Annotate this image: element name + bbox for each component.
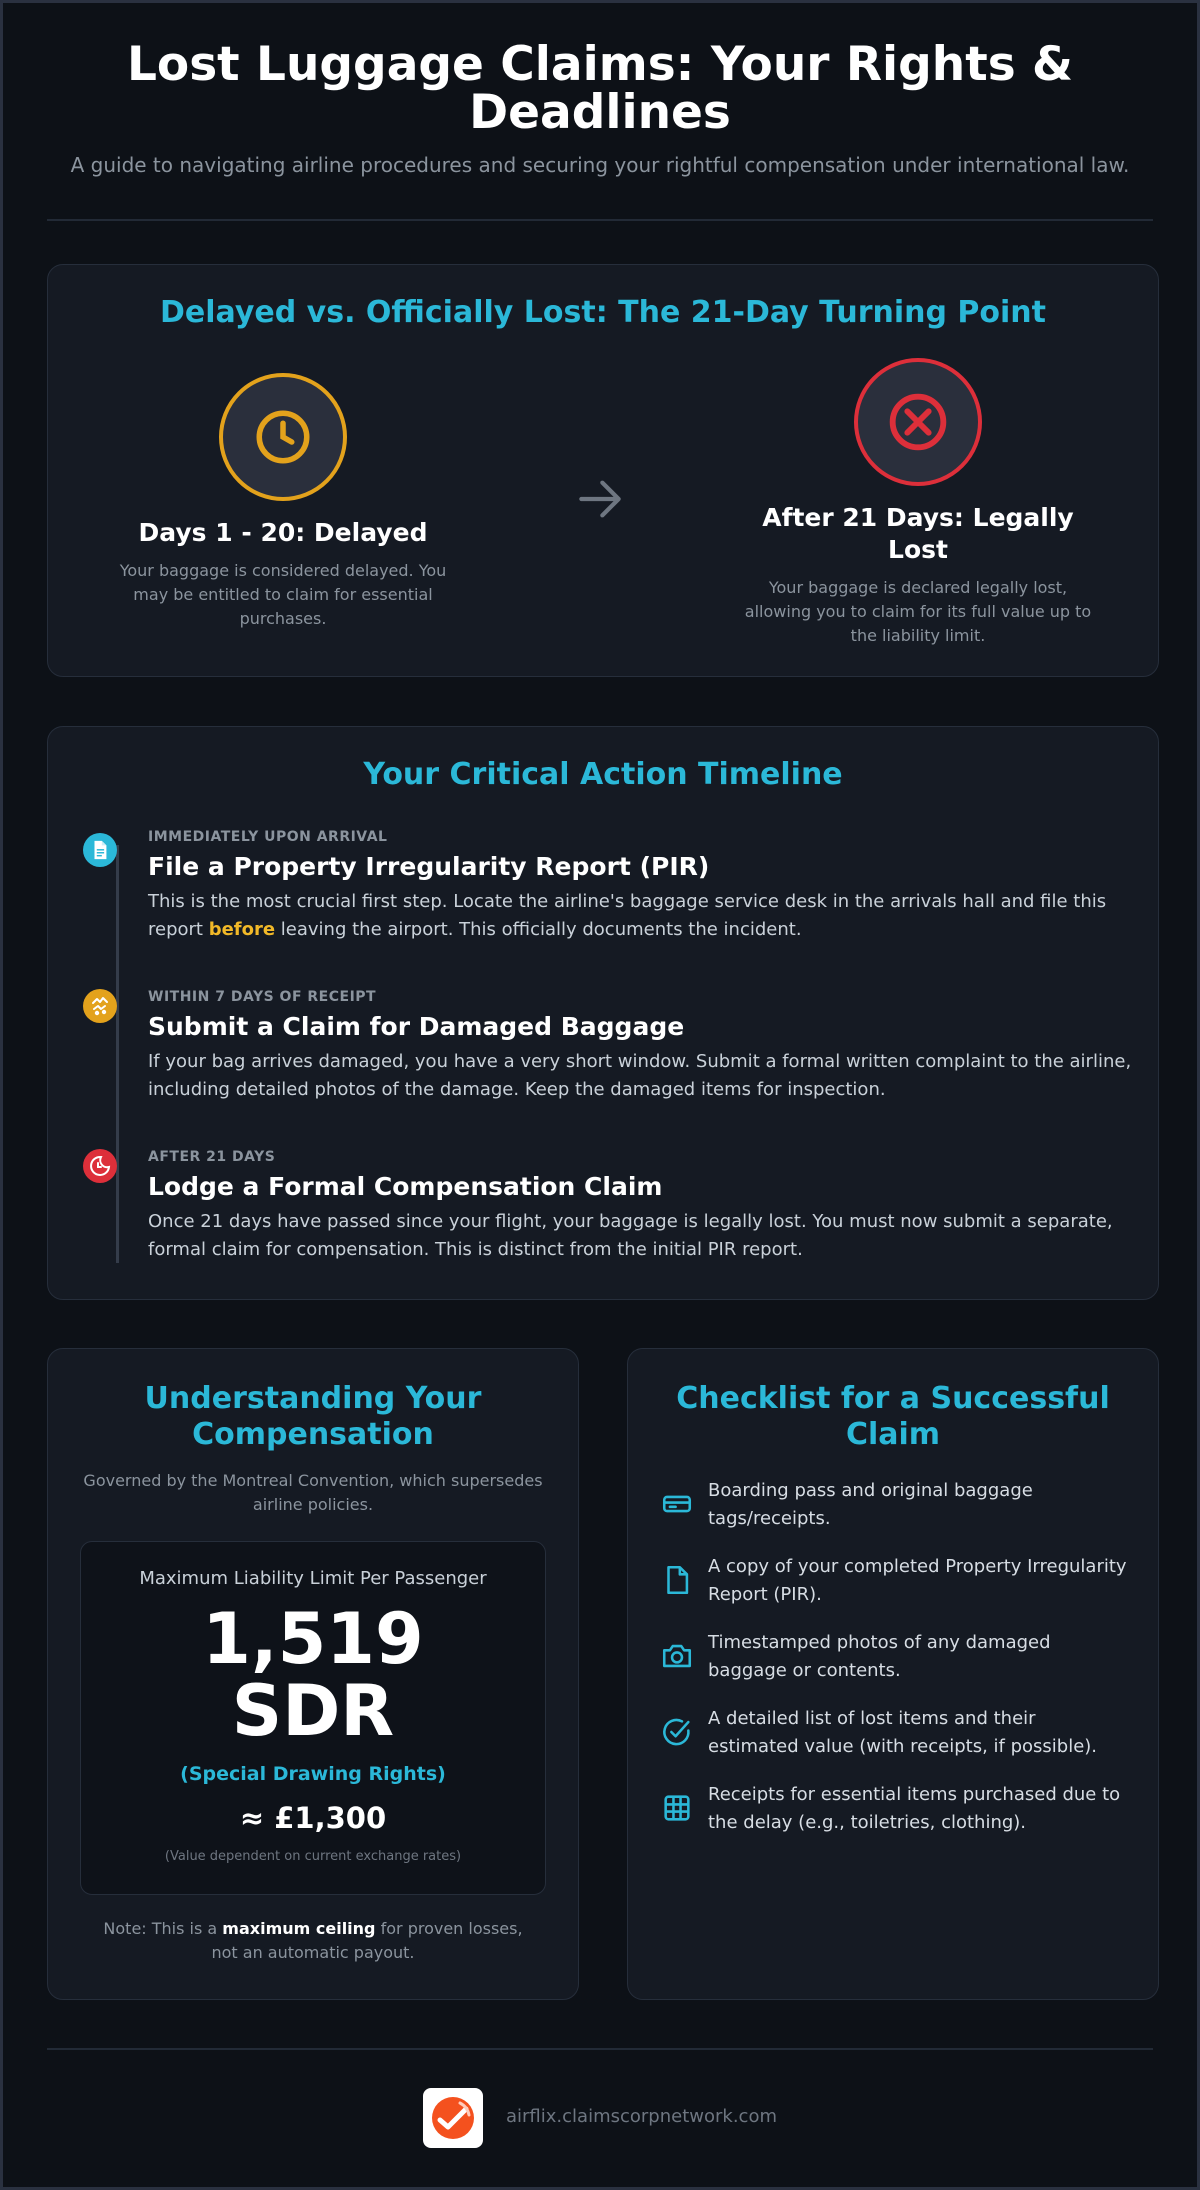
damaged-baggage-icon	[83, 989, 117, 1023]
section-title: Checklist for a Successful Claim	[676, 1381, 1110, 1452]
header-divider	[47, 219, 1153, 221]
limit-gbp-value: ≈ £1,300	[239, 1801, 387, 1835]
timeline-item	[148, 989, 1138, 1104]
footer	[3, 2088, 1197, 2148]
section-title: Delayed vs. Officially Lost: The 21-Day Turning Point	[160, 295, 1046, 330]
checklist-item	[708, 1553, 1128, 1629]
delayed-description: Your baggage is considered delayed. You may be entitled to claim for essential purchases.	[119, 561, 447, 628]
page-subtitle: A guide to navigating airline procedures and securing your rightful compensation under international law.	[70, 153, 1130, 177]
limit-label: Maximum Liability Limit Per Passenger	[139, 1568, 487, 1589]
compensation-card	[47, 1348, 579, 2000]
checklist-text: A detailed list of lost items and their estimated value (with receipts, if possible).	[708, 1708, 1098, 1757]
lost-state	[728, 358, 1108, 648]
ticket-icon	[660, 1487, 694, 1521]
moon-clock-icon	[83, 1149, 117, 1183]
arrow-right-icon	[572, 471, 628, 531]
checklist-text: Timestamped photos of any damaged baggage or contents.	[708, 1632, 1051, 1681]
page-title: Lost Luggage Claims: Your Rights & Deadlines	[126, 37, 1074, 140]
timeline-title: File a Property Irregularity Report (PIR)	[148, 852, 710, 881]
governance-text: Governed by the Montreal Convention, which supersedes airline policies.	[83, 1471, 543, 1514]
lost-description: Your baggage is declared legally lost, allowing you to claim for its full value up to the liability limit.	[744, 578, 1092, 645]
timeline-item	[148, 829, 1138, 944]
limit-number: 1,519	[202, 1598, 424, 1680]
check-circle-icon	[660, 1715, 694, 1749]
section-title: Your Critical Action Timeline	[363, 757, 843, 792]
timeline-description: Once 21 days have passed since your flight, your baggage is legally lost. You must now submit a separate, formal claim for compensation. This is distinct from the initial PIR report.	[148, 1211, 1113, 1260]
camera-icon	[660, 1639, 694, 1673]
exchange-rate-note: (Value dependent on current exchange rates)	[164, 1849, 462, 1864]
lost-title: After 21 Days: Legally Lost	[762, 503, 1074, 564]
header	[3, 3, 1197, 177]
footer-divider	[47, 2048, 1153, 2050]
checklist-text: Receipts for essential items purchased due to the delay (e.g., toiletries, clothing).	[708, 1784, 1121, 1833]
timeline-description: This is the most crucial first step. Locate the airline's baggage service desk in the arrivals hall and file this report before leaving the airport. This officially documents the incident.	[148, 891, 1107, 940]
file-icon	[660, 1563, 694, 1597]
checklist-text: Boarding pass and original baggage tags/receipts.	[708, 1480, 1033, 1529]
document-icon	[83, 833, 117, 867]
highlight-before: before	[208, 919, 276, 940]
timeline-title: Submit a Claim for Damaged Baggage	[148, 1012, 685, 1041]
limit-unit-description: (Special Drawing Rights)	[180, 1763, 446, 1785]
footer-url-link[interactable]: airflix.claimscorpnetwork.com	[506, 2106, 777, 2127]
timeline-label: AFTER 21 DAYS	[148, 1149, 276, 1165]
checklist	[628, 1477, 1158, 1857]
delayed-title: Days 1 - 20: Delayed	[138, 518, 428, 547]
checklist-item	[708, 1705, 1128, 1781]
maximum-ceiling-emphasis: maximum ceiling	[222, 1919, 376, 1938]
brand-logo	[423, 2088, 483, 2148]
checklist-card	[627, 1348, 1159, 2000]
checklist-text: A copy of your completed Property Irregularity Report (PIR).	[708, 1556, 1127, 1605]
section-title: Understanding Your Compensation	[144, 1381, 482, 1452]
liability-limit-box	[80, 1541, 546, 1895]
delayed-state	[118, 373, 448, 631]
timeline-label: IMMEDIATELY UPON ARRIVAL	[148, 829, 388, 845]
timeline-item	[148, 1149, 1138, 1264]
timeline-title: Lodge a Formal Compensation Claim	[148, 1172, 663, 1201]
limit-unit: SDR	[231, 1670, 395, 1752]
timeline-card	[47, 726, 1159, 1300]
checklist-item	[708, 1629, 1128, 1705]
clock-icon	[219, 373, 347, 501]
timeline-line	[116, 845, 119, 1263]
x-circle-icon	[854, 358, 982, 486]
delayed-vs-lost-card	[47, 264, 1159, 677]
limit-value	[81, 1598, 545, 1752]
receipt-grid-icon	[660, 1791, 694, 1825]
compensation-footnote: Note: This is a maximum ceiling for proven losses, not an automatic payout.	[103, 1919, 523, 1962]
timeline-label: WITHIN 7 DAYS OF RECEIPT	[148, 989, 377, 1005]
checklist-item	[708, 1781, 1128, 1857]
checklist-item	[708, 1477, 1128, 1553]
timeline-description: If your bag arrives damaged, you have a very short window. Submit a formal written complaint to the airline, including detailed photos of the damage. Keep the damaged items for inspection.	[148, 1051, 1132, 1100]
